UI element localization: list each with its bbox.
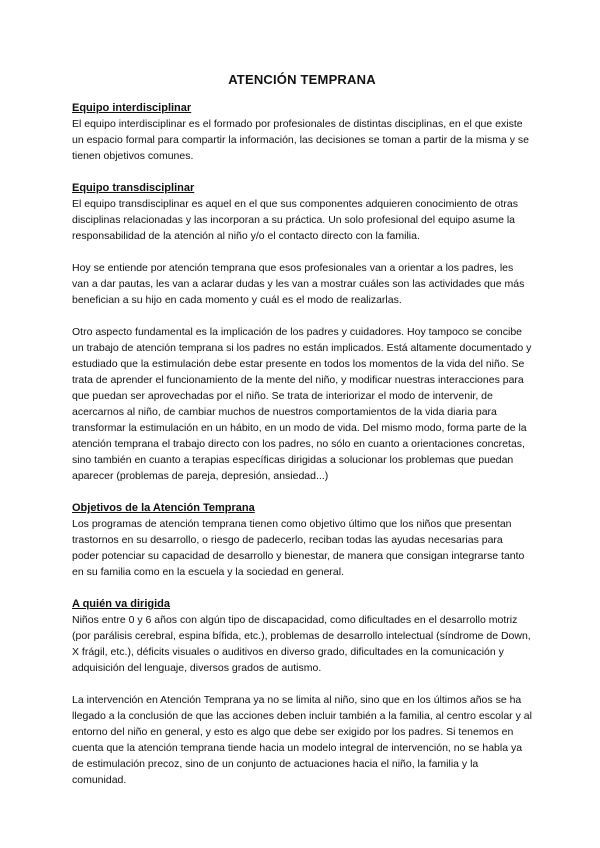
section-heading: Equipo interdisciplinar [72,102,192,114]
paragraph: Otro aspecto fundamental es la implicación de los padres y cuidadores. Hoy tampoco se concibe un trabajo de atención temprana si los padres no están implicados. Está altamente documentado y estudiado que la estimulación debe estar presente en todos los momentos de la vida del niño. Se trata de aprender el funcionamiento de la mente del niño, y modificar nuestras interacciones para que puedan ser aprovechadas por el niño. Se trata de interiorizar el modo de intervenir, de acercarnos al niño, de cambiar muchos de nuestros comportamientos de la vida diaria para transformar la estimulación en un hábito, en un modo de vida. Del mismo modo, forma parte de la atención temprana el trabajo directo con los padres, no sólo en cuanto a orientaciones concretas, sino también en cuanto a terapias específicas dirigidas a solucionar los problemas que puedan aparecer (problemas de pareja, depresión, ansiedad...) [72,326,532,482]
paragraph: Los programas de atención temprana tienen como objetivo último que los niños que presentan trastornos en su desarrollo, o riesgo de padecerlo, reciban todas las ayudas necesarias para poder potenciar su capacidad de desarrollo y bienestar, de manera que consigan integrarse tanto en su familia como en la escuela y la sociedad en general. [72,518,525,578]
section-heading: A quién va dirigida [72,598,170,610]
document-page [72,72,532,804]
paragraph: Niños entre 0 y 6 años con algún tipo de discapacidad, como dificultades en el desarrollo motriz (por parálisis cerebral, espina bífida, etc.), problemas de desarrollo intelectual (síndrome de Down, X frágil, etc.), déficits visuales o auditivos en diverso grado, dificultades en la comunicación y adquisición del lenguaje, diversos grados de autismo. [72,614,531,674]
section-heading: Equipo transdisciplinar [72,182,195,194]
paragraph: La intervención en Atención Temprana ya no se limita al niño, sino que en los últimos años se ha llegado a la conclusión de que las acciones deben incluir también a la familia, al centro escolar y al entorno del niño en general, y esto es algo que debe ser exigido por los padres. Si tenemos en cuenta que la atención temprana tiende hacia un modelo integral de intervención, no se habla ya de estimulación precoz, sino de un conjunto de actuaciones hacia el niño, la familia y la comunidad. [72,694,532,786]
section-a-quien-va-dirigida [72,596,532,788]
paragraph: Hoy se entiende por atención temprana que esos profesionales van a orientar a los padres, les van a dar pautas, les van a aclarar dudas y les van a mostrar cuáles son las actividades que más benefician a su hijo en cada momento y cuál es el modo de realizarlas. [72,262,525,306]
section-equipo-transdisciplinar [72,180,532,484]
section-heading: Objetivos de la Atención Temprana [72,502,255,514]
paragraph: El equipo interdisciplinar es el formado por profesionales de distintas disciplinas, en el que existe un espacio formal para compartir la información, las decisiones se toman a partir de la misma y se tienen objetivos comunes. [72,118,529,162]
paragraph: El equipo transdisciplinar es aquel en el que sus componentes adquieren conocimiento de otras disciplinas relacionadas y las incorporan a su práctica. Un solo profesional del equipo asume la responsabilidad de la atención al niño y/o el contacto directo con la familia. [72,198,518,242]
section-equipo-interdisciplinar [72,100,532,164]
section-objetivos [72,500,532,580]
document-title: ATENCIÓN TEMPRANA [228,72,376,87]
